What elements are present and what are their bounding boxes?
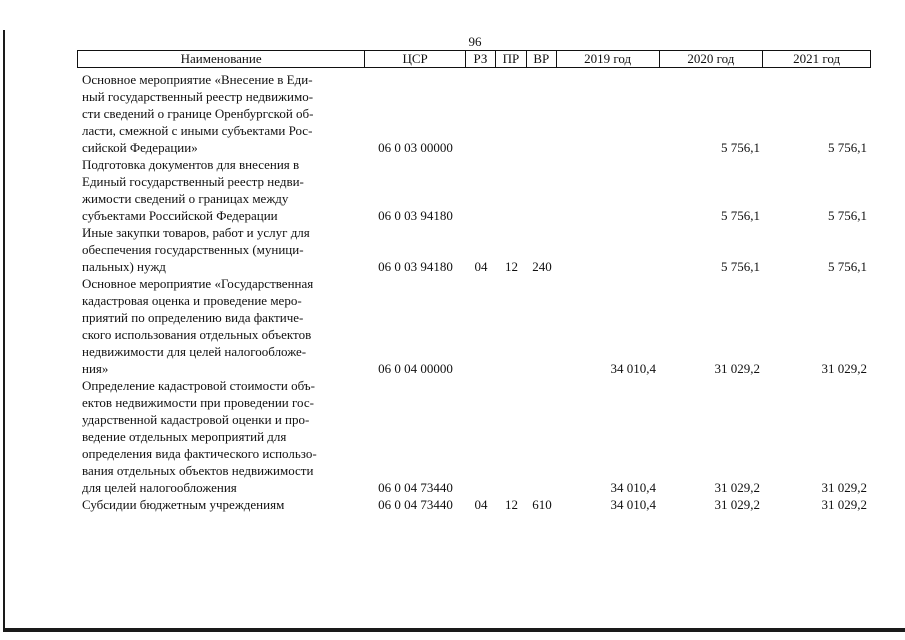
row-pr: 12 — [505, 497, 518, 512]
table-row — [82, 496, 872, 513]
row-name-line: вания отдельных объектов недвижимости — [82, 463, 314, 478]
row-2021: 31 029,2 — [821, 480, 867, 495]
header-rz: РЗ — [466, 51, 496, 67]
header-vr: ВР — [527, 51, 557, 67]
page-number: 96 — [468, 34, 482, 49]
row-name-line: Подготовка документов для внесения в — [82, 157, 300, 172]
row-2021: 5 756,1 — [828, 208, 867, 223]
row-pr: 12 — [505, 259, 518, 274]
header-pr: ПР — [496, 51, 527, 67]
row-2020: 5 756,1 — [721, 208, 760, 223]
row-2020: 31 029,2 — [714, 361, 760, 376]
row-2020: 5 756,1 — [721, 140, 760, 155]
row-2021: 5 756,1 — [828, 140, 867, 155]
row-name-line: определения вида фактического использо- — [82, 446, 317, 461]
row-2019: 34 010,4 — [610, 480, 656, 495]
row-name — [82, 71, 365, 156]
row-2021: 31 029,2 — [821, 497, 867, 512]
row-2020: 31 029,2 — [714, 497, 760, 512]
header-name: Наименование — [78, 51, 365, 67]
row-name-line: Основное мероприятие «Внесение в Еди- — [82, 72, 313, 87]
row-name-line: Основное мероприятие «Государственная — [82, 276, 314, 291]
row-vr: 240 — [532, 259, 552, 274]
row-csr: 06 0 04 73440 — [378, 480, 453, 495]
row-name-line: Иные закупки товаров, работ и услуг для — [82, 225, 310, 240]
row-name-line: жимости сведений о границах между — [82, 191, 289, 206]
table-header — [77, 50, 871, 68]
table-body — [82, 71, 872, 513]
row-name — [82, 224, 365, 275]
row-csr: 06 0 04 00000 — [378, 361, 453, 376]
row-name-line: ектов недвижимости при проведении гос- — [82, 395, 314, 410]
row-csr: 06 0 04 73440 — [378, 497, 453, 512]
row-name-line: Субсидии бюджетным учреждениям — [82, 497, 285, 512]
page-bottom-edge — [3, 628, 905, 632]
row-name-line: Определение кадастровой стоимости объ- — [82, 378, 315, 393]
row-2021: 5 756,1 — [828, 259, 867, 274]
row-rz: 04 — [474, 259, 488, 274]
row-name-line: ласти, смежной с иными субъектами Рос- — [82, 123, 313, 138]
row-2019: 34 010,4 — [610, 361, 656, 376]
row-name — [82, 377, 365, 496]
row-csr: 06 0 03 94180 — [378, 208, 453, 223]
header-csr: ЦСР — [365, 51, 466, 67]
row-name-line: недвижимости для целей налогообложе- — [82, 344, 307, 359]
header-2021: 2021 год — [793, 51, 841, 66]
row-csr: 06 0 03 94180 — [378, 259, 453, 274]
row-name-line: ния» — [82, 361, 109, 376]
row-name — [82, 275, 365, 377]
row-vr: 610 — [532, 497, 552, 512]
row-name-line: субъектами Российской Федерации — [82, 208, 278, 223]
header-2019: 2019 год — [557, 51, 660, 67]
table-row — [82, 156, 872, 224]
row-2020: 5 756,1 — [721, 259, 760, 274]
row-name-line: для целей налогообложения — [82, 480, 237, 495]
row-2019: 34 010,4 — [610, 497, 656, 512]
row-2020: 31 029,2 — [714, 480, 760, 495]
row-rz: 04 — [474, 497, 488, 512]
row-name — [82, 156, 365, 224]
table-row — [82, 224, 872, 275]
row-name-line: ского использования отдельных объектов — [82, 327, 312, 342]
row-name-line: кадастровая оценка и проведение меро- — [82, 293, 302, 308]
row-name-line: обеспечения государственных (муници- — [82, 242, 304, 257]
row-name — [82, 496, 365, 513]
row-name-line: ный государственный реестр недвижимо- — [82, 89, 314, 104]
row-name-line: сийской Федерации» — [82, 140, 198, 155]
header-2020: 2020 год — [660, 51, 764, 67]
table-row — [82, 71, 872, 156]
row-name-line: ударственной кадастровой оценки и про- — [82, 412, 310, 427]
row-name-line: Единый государственный реестр недви- — [82, 174, 304, 189]
row-2021: 31 029,2 — [821, 361, 867, 376]
row-name-line: ведение отдельных мероприятий для — [82, 429, 287, 444]
table-row — [82, 275, 872, 377]
page-left-edge — [3, 30, 5, 630]
row-name-line: приятий по определению вида фактиче- — [82, 310, 304, 325]
row-name-line: пальных) нужд — [82, 259, 166, 274]
row-name-line: сти сведений о границе Оренбургской об- — [82, 106, 314, 121]
row-csr: 06 0 03 00000 — [378, 140, 453, 155]
table-row — [82, 377, 872, 496]
